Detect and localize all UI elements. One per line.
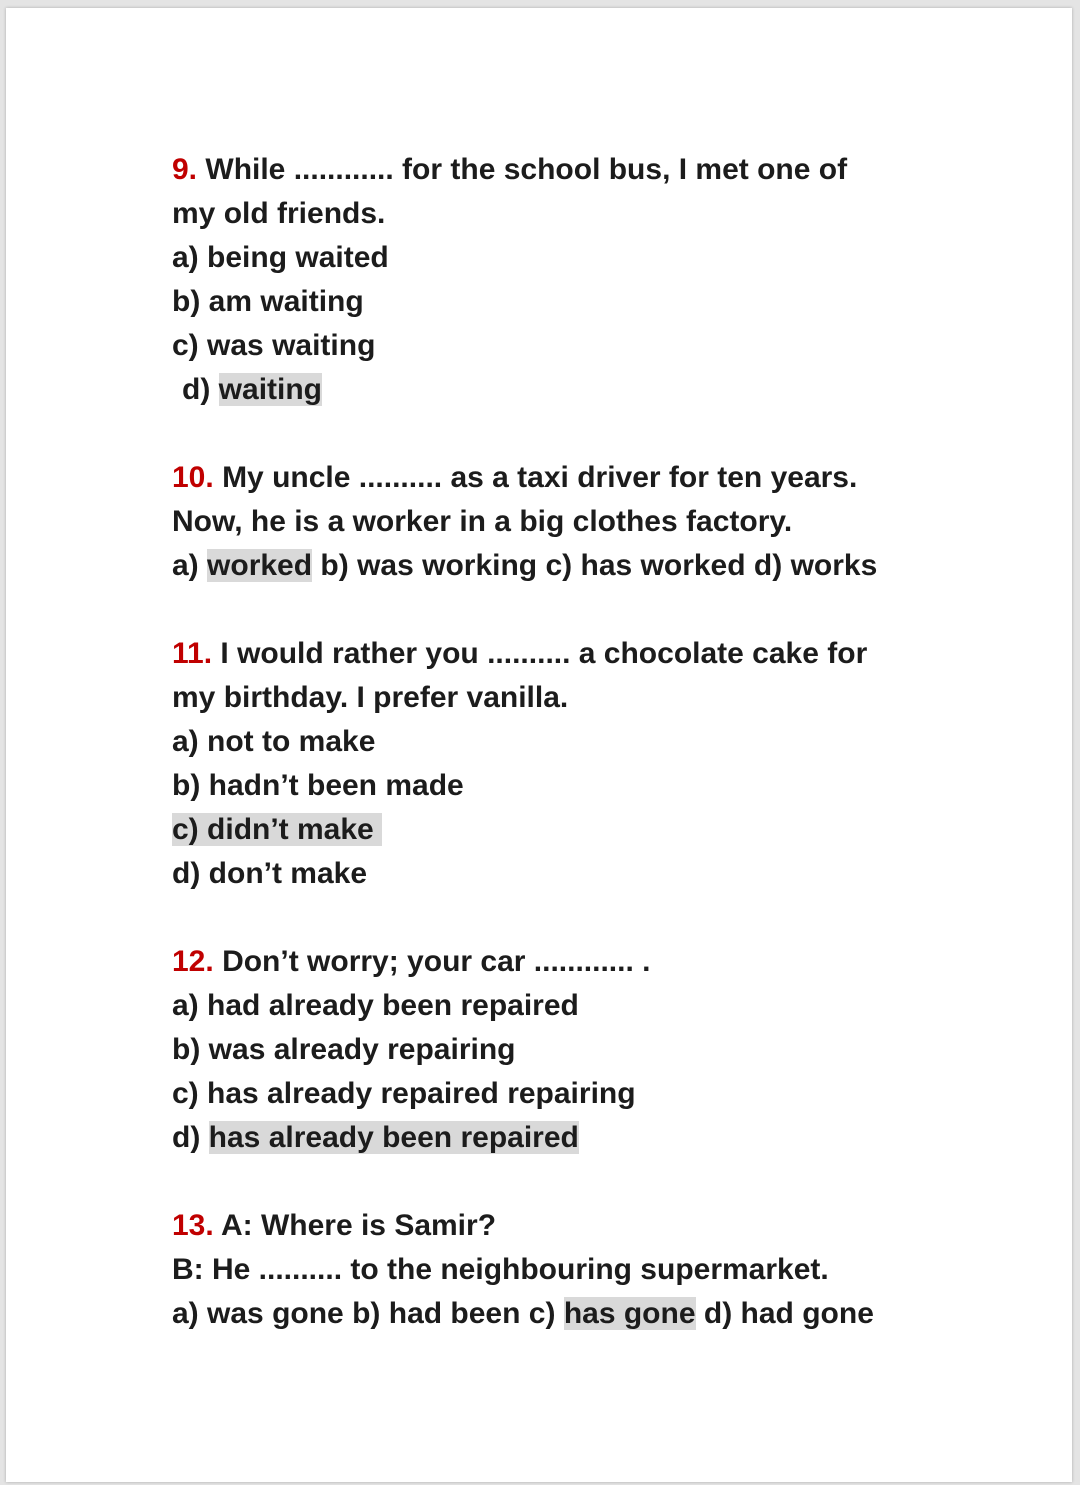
option-letter: c): [172, 1077, 199, 1110]
question-number: 12.: [172, 945, 214, 978]
option-text: was gone: [207, 1297, 344, 1330]
option-letter: c): [172, 329, 199, 362]
document-page: [6, 8, 1072, 1482]
option-text: had already been repaired: [207, 989, 579, 1022]
question-13: [172, 1204, 932, 1336]
stem-line-1: Don’t worry; your car ............ .: [222, 945, 651, 978]
option-text: don’t make: [208, 857, 368, 890]
option-b: [172, 280, 932, 324]
option-b: [172, 764, 932, 808]
option-text: has worked: [580, 549, 746, 582]
option-text: was waiting: [207, 329, 376, 362]
option-text: works: [790, 549, 878, 582]
stem-line-2: my birthday. I prefer vanilla.: [172, 681, 569, 714]
question-9: [172, 148, 932, 412]
option-letter: a): [172, 725, 199, 758]
option-a: [172, 720, 932, 764]
options-inline: [172, 544, 932, 588]
option-letter: d): [182, 373, 211, 406]
option-letter: d): [172, 1121, 201, 1154]
question-10: [172, 456, 932, 588]
option-text: has already repaired repairing: [207, 1077, 636, 1110]
highlighted-answer: has already been repaired: [208, 1121, 579, 1154]
options-inline: [172, 1292, 932, 1336]
option-letter: c): [528, 1297, 556, 1330]
option-text: was working: [357, 549, 538, 582]
option-letter: b): [172, 769, 201, 802]
option-text: was already repairing: [208, 1033, 516, 1066]
option-text: not to make: [207, 725, 376, 758]
option-letter: d): [753, 549, 783, 582]
option-letter: a): [172, 241, 199, 274]
option-d: [172, 1116, 932, 1160]
option-c: [172, 808, 932, 852]
question-12: [172, 940, 932, 1160]
option-text: hadn’t been made: [208, 769, 464, 802]
option-a: [172, 236, 932, 280]
option-letter: b): [352, 1297, 381, 1330]
question-stem: [172, 1204, 932, 1248]
question-number: 9.: [172, 153, 198, 186]
option-text: had been: [388, 1297, 521, 1330]
question-stem: [172, 940, 932, 984]
option-b: [172, 1028, 932, 1072]
option-letter: c): [545, 549, 573, 582]
stem-line-1: My uncle .......... as a taxi driver for ten years.: [222, 461, 858, 494]
question-number: 11.: [172, 637, 213, 670]
question-number: 13.: [172, 1209, 214, 1242]
question-stem: [172, 456, 932, 500]
option-text: being waited: [207, 241, 389, 274]
option-letter: b): [320, 549, 349, 582]
option-text: am waiting: [208, 285, 364, 318]
option-letter: a): [172, 1297, 199, 1330]
option-letter: c): [172, 813, 199, 846]
option-a: [172, 984, 932, 1028]
highlighted-answer: [172, 813, 382, 846]
option-c: [172, 324, 932, 368]
question-number: 10.: [172, 461, 214, 494]
option-d: [172, 852, 932, 896]
stem-line-1: A: Where is Samir?: [220, 1209, 497, 1242]
question-11: [172, 632, 932, 896]
highlighted-answer: has gone: [563, 1297, 696, 1330]
stem-line-1: While ............ for the school bus, I met one of: [205, 153, 848, 186]
question-list: [172, 148, 932, 1380]
highlighted-answer: waiting: [218, 373, 323, 406]
question-stem: [172, 148, 932, 192]
stem-line-2: my old friends.: [172, 197, 386, 230]
option-d: [172, 368, 932, 412]
option-letter: b): [172, 1033, 201, 1066]
option-text: didn’t make: [207, 813, 374, 846]
option-letter: d): [172, 857, 201, 890]
highlighted-answer: worked: [207, 549, 313, 582]
question-stem: [172, 632, 932, 676]
option-c: [172, 1072, 932, 1116]
option-letter: b): [172, 285, 201, 318]
option-text: had gone: [740, 1297, 874, 1330]
stem-line-2: B: He .......... to the neighbouring supermarket.: [172, 1253, 829, 1286]
option-letter: a): [172, 989, 199, 1022]
option-letter: a): [172, 549, 199, 582]
stem-line-2: Now, he is a worker in a big clothes factory.: [172, 505, 793, 538]
option-letter: d): [703, 1297, 733, 1330]
stem-line-1: I would rather you .......... a chocolate cake for: [220, 637, 868, 670]
